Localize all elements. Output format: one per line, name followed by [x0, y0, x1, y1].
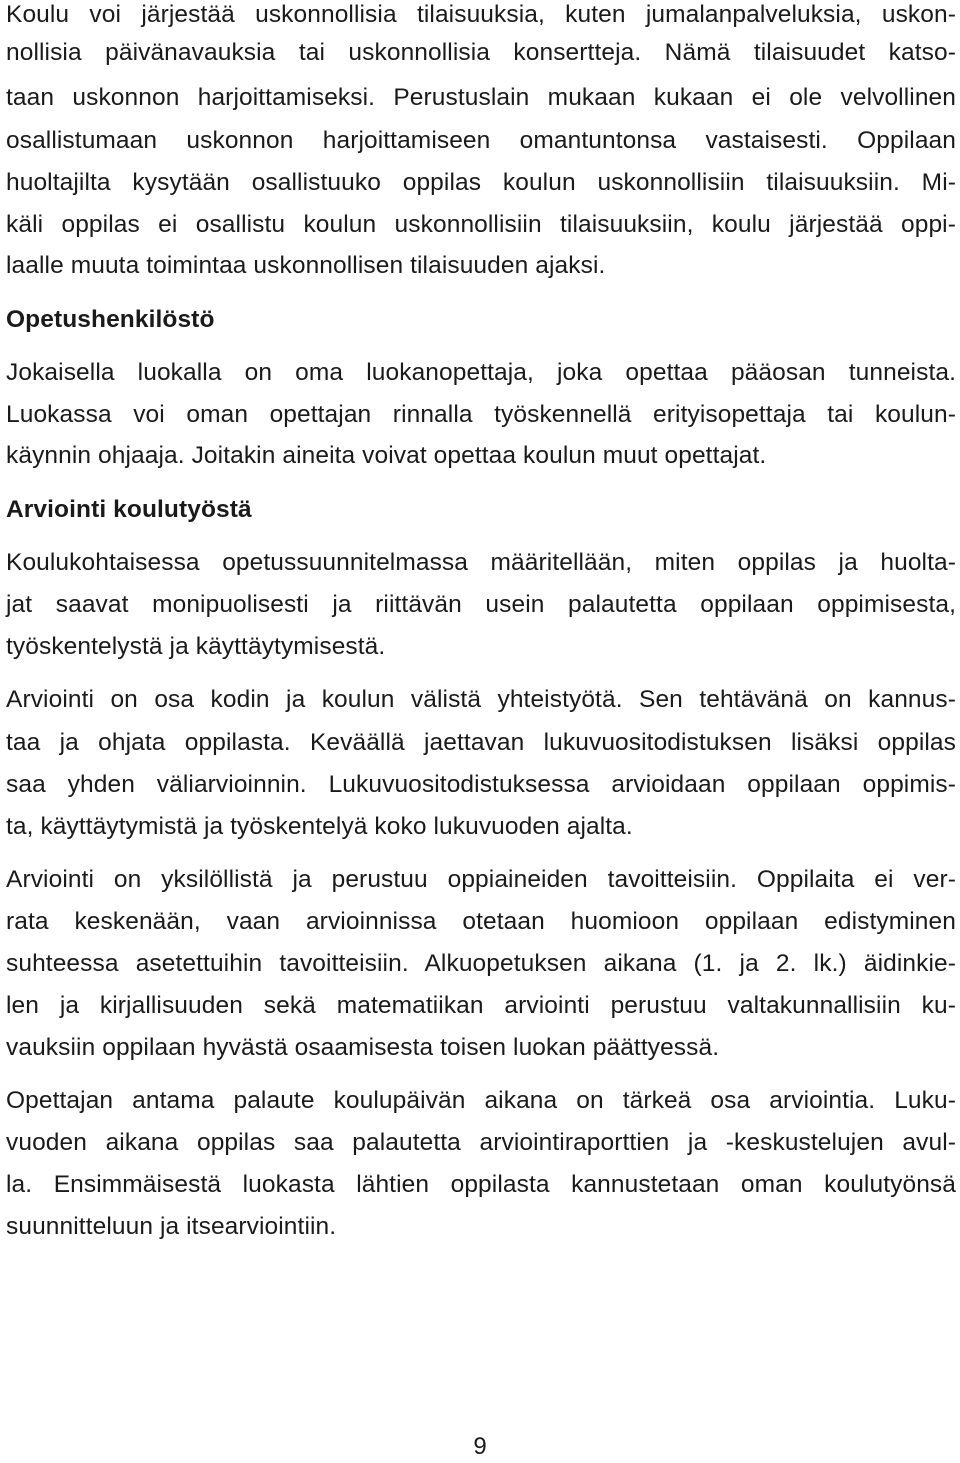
paragraph-line: la. Ensimmäisestä luokasta lähtien oppilasta kannustetaan oman koulutyönsä	[6, 1171, 956, 1198]
paragraph-line: len ja kirjallisuuden sekä matematiikan arviointi perustuu valtakunnallisiin ku-	[6, 992, 956, 1019]
section-heading: Opetushenkilöstö	[6, 306, 215, 333]
paragraph-line: ta, käyttäytymistä ja työskentelyä koko lukuvuoden ajalta.	[6, 813, 633, 840]
paragraph-line: suhteessa asetettuihin tavoitteisiin. Alkuopetuksen aikana (1. ja 2. lk.) äidinkie-	[6, 950, 956, 977]
paragraph-line: Arviointi on osa kodin ja koulun välistä yhteistyötä. Sen tehtävänä on kannus-	[6, 686, 956, 713]
section-heading: Arviointi koulutyöstä	[6, 496, 252, 523]
paragraph-line: Arviointi on yksilöllistä ja perustuu oppiaineiden tavoitteisiin. Oppilaita ei ver-	[6, 866, 956, 893]
paragraph-line: Jokaisella luokalla on oma luokanopettaja, joka opettaa pääosan tunneista.	[6, 359, 956, 386]
paragraph-line: käynnin ohjaaja. Joitakin aineita voivat opettaa koulun muut opettajat.	[6, 442, 767, 469]
paragraph-line: saa yhden väliarvioinnin. Lukuvuositodistuksessa arvioidaan oppilaan oppimis-	[6, 771, 956, 798]
paragraph-line: taa ja ohjata oppilasta. Keväällä jaettavan lukuvuositodistuksen lisäksi oppilas	[6, 729, 956, 756]
paragraph-line: rata keskenään, vaan arvioinnissa otetaan huomioon oppilaan edistyminen	[6, 908, 956, 935]
paragraph-line: vuoden aikana oppilas saa palautetta arviointiraporttien ja -keskustelujen avul-	[6, 1129, 956, 1156]
paragraph-line: käli oppilas ei osallistu koulun uskonnollisiin tilaisuuksiin, koulu järjestää oppi-	[6, 211, 956, 238]
paragraph-line: laalle muuta toimintaa uskonnollisen tilaisuuden ajaksi.	[6, 252, 606, 279]
paragraph-line: työskentelystä ja käyttäytymisestä.	[6, 633, 386, 660]
paragraph-line: jat saavat monipuolisesti ja riittävän usein palautetta oppilaan oppimisesta,	[6, 591, 956, 618]
paragraph-line: Koulukohtaisessa opetussuunnitelmassa määritellään, miten oppilas ja huolta-	[6, 549, 956, 576]
paragraph-line: Koulu voi järjestää uskonnollisia tilaisuuksia, kuten jumalanpalveluksia, uskon-	[6, 1, 956, 28]
paragraph-line: osallistumaan uskonnon harjoittamiseen omantuntonsa vastaisesti. Oppilaan	[6, 127, 956, 154]
paragraph-line: taan uskonnon harjoittamiseksi. Perustuslain mukaan kukaan ei ole velvollinen	[6, 84, 956, 111]
paragraph-line: vauksiin oppilaan hyvästä osaamisesta toisen luokan päättyessä.	[6, 1034, 720, 1061]
paragraph-line: nollisia päivänavauksia tai uskonnollisia konsertteja. Nämä tilaisuudet katso-	[6, 39, 956, 66]
paragraph-line: huoltajilta kysytään osallistuuko oppilas koulun uskonnollisiin tilaisuuksiin. Mi-	[6, 169, 956, 196]
paragraph-line: Luokassa voi oman opettajan rinnalla työskennellä erityisopettaja tai koulun-	[6, 401, 956, 428]
page-number: 9	[473, 1433, 487, 1460]
paragraph-line: Opettajan antama palaute koulupäivän aikana on tärkeä osa arviointia. Luku-	[6, 1087, 956, 1114]
paragraph-line: suunnitteluun ja itsearviointiin.	[6, 1213, 337, 1240]
